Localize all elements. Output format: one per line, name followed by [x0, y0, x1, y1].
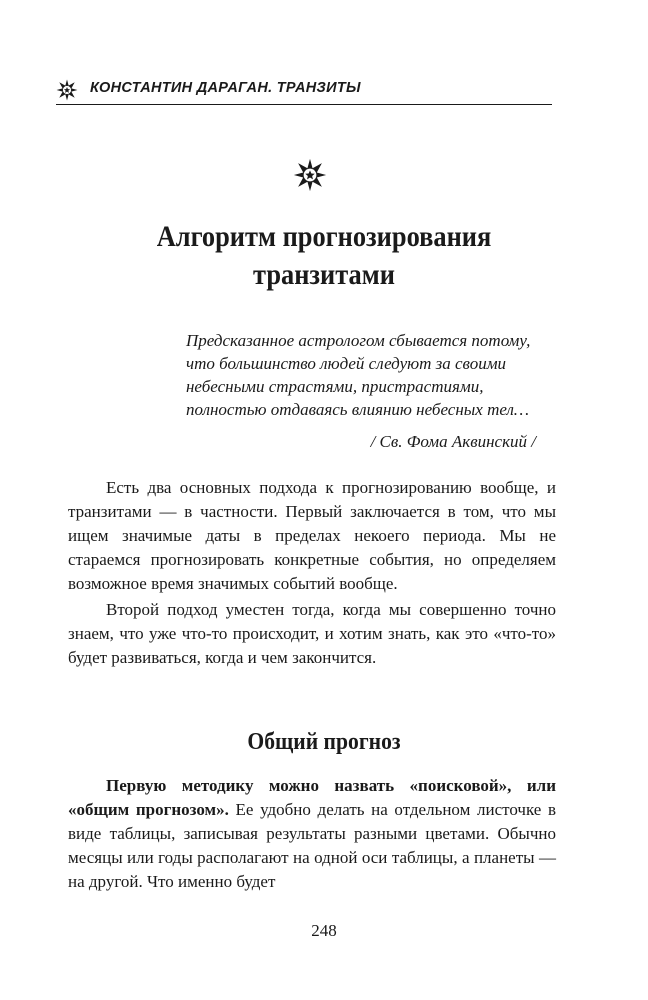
paragraph: [68, 774, 556, 894]
epigraph-line: небесными страстями, пристрастиями,: [186, 377, 484, 396]
chapter-title-line: Алгоритм прогнозирования: [156, 220, 492, 253]
paragraph: Второй подход уместен тогда, когда мы совершенно точно знаем, что уже что-то происходит, и хотим знать, как это «что-то» будет развиваться, когда и чем закончится.: [68, 600, 556, 667]
intro-text: [68, 476, 556, 670]
paragraph-rest: Ее удобно делать на отдельном листочке в виде таблицы, записывая результаты разными цветами. Обычно месяцы или годы располагают на одной оси таблицы, а планеты — на другой. Что именно будет: [68, 800, 556, 891]
paragraph: Есть два основных подхода к прогнозированию вообще, и транзитами — в частности. Первый заключается в том, что мы ищем значимые даты в пределах некоего периода. Мы не стараемся прогнозировать конкретные события, но определяем возможное время значимых событий вообще.: [68, 478, 556, 593]
running-header: [56, 78, 552, 105]
sun-star-icon: [56, 79, 78, 101]
epigraph-line: Предсказанное астрологом сбывается потому,: [186, 331, 531, 350]
epigraph: [186, 329, 566, 453]
chapter-title: [92, 218, 557, 294]
page-number: 248: [311, 921, 337, 940]
epigraph-line: полностью отдаваясь влиянию небесных тел…: [186, 400, 529, 419]
chapter-title-line: транзитами: [253, 258, 395, 291]
section-text: [68, 774, 556, 894]
epigraph-author: / Св. Фома Аквинский /: [370, 432, 536, 451]
sun-star-icon: [293, 158, 327, 192]
paragraph-lead: Первую методику можно назвать «поисковой», или «общим прогнозом».: [68, 776, 556, 819]
running-header-title: КОНСТАНТИН ДАРАГАН. ТРАНЗИТЫ: [90, 80, 361, 96]
epigraph-line: что большинство людей следуют за своими: [186, 354, 507, 373]
section-heading: Общий прогноз: [247, 729, 401, 755]
